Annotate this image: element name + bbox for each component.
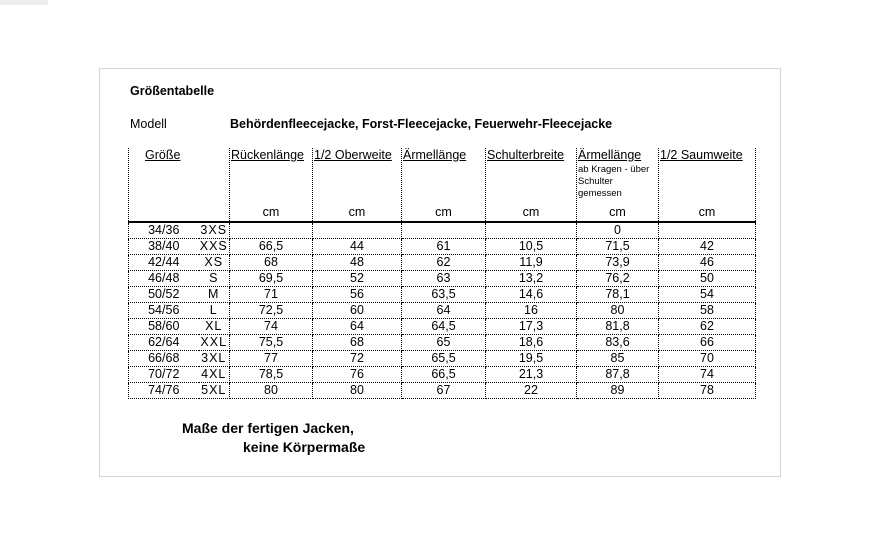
table-header-row: [129, 148, 756, 222]
table-cell: 62: [659, 319, 756, 335]
table-row: [129, 367, 756, 383]
table-cell: 61: [402, 239, 486, 255]
table-cell: 64,5: [402, 319, 486, 335]
table-cell: 5XL: [199, 383, 230, 399]
table-cell: XS: [199, 255, 230, 271]
header-label: Ärmellänge: [403, 148, 467, 162]
table-cell: XXL: [199, 335, 230, 351]
header-label: Schulterbreite: [487, 148, 565, 162]
table-cell: 66,5: [230, 239, 313, 255]
document-title: Größentabelle: [130, 84, 215, 98]
table-cell: 70/72: [129, 367, 199, 383]
table-cell: 65: [402, 335, 486, 351]
table-cell: XL: [199, 319, 230, 335]
table-cell: 60: [313, 303, 402, 319]
table-cell: 62: [402, 255, 486, 271]
table-cell: 13,2: [486, 271, 577, 287]
header-aermellaenge-kragen: [577, 148, 659, 222]
header-unit: cm: [698, 205, 716, 219]
header-unit: cm: [348, 205, 366, 219]
table-cell: 63,5: [402, 287, 486, 303]
table-cell: 71,5: [577, 239, 659, 255]
footnote-line-2: keine Körpermaße: [243, 439, 366, 455]
table-cell: 54/56: [129, 303, 199, 319]
table-row: [129, 383, 756, 399]
table-cell: 38/40: [129, 239, 199, 255]
table-cell: 56: [313, 287, 402, 303]
table-cell: 3XL: [199, 351, 230, 367]
table-cell: XXS: [199, 239, 228, 253]
table-cell: 52: [313, 271, 402, 287]
table-cell: 50: [659, 271, 756, 287]
table-cell: 80: [230, 383, 313, 399]
table-cell: 72: [313, 351, 402, 367]
header-rueckenlaenge: [230, 148, 313, 222]
footnote-line-1: Maße der fertigen Jacken,: [182, 420, 354, 436]
header-aermellaenge: [402, 148, 486, 222]
table-cell: 65,5: [402, 351, 486, 367]
header-label: Rückenlänge: [231, 148, 304, 162]
table-cell: 58/60: [129, 319, 199, 335]
table-cell: 66/68: [129, 351, 199, 367]
table-cell: [486, 222, 577, 239]
modell-label: Modell: [130, 117, 167, 131]
header-label: 1/2 Oberweite: [314, 148, 392, 162]
table-cell: [402, 222, 486, 239]
table-cell: 76,2: [577, 271, 659, 287]
header-sub-label: ab Kragen - über Schulter gemessen: [578, 164, 650, 199]
header-unit: cm: [609, 205, 626, 219]
table-cell: 83,6: [577, 335, 659, 351]
header-label: 1/2 Saumweite: [660, 148, 743, 162]
table-cell: 16: [486, 303, 577, 319]
table-cell: 71: [230, 287, 313, 303]
header-schulterbreite: [486, 148, 577, 222]
header-groesse: [129, 148, 230, 222]
table-cell: L: [199, 303, 230, 319]
table-cell: 46: [659, 255, 756, 271]
table-cell: 48: [313, 255, 402, 271]
table-cell: 42: [659, 239, 756, 255]
table-cell: 68: [313, 335, 402, 351]
table-cell: 21,3: [486, 367, 577, 383]
header-label: Größe: [145, 148, 181, 162]
table-cell: [230, 222, 313, 239]
table-cell: 46/48: [129, 271, 199, 287]
table-cell: 11,9: [486, 255, 577, 271]
header-unit: cm: [262, 205, 280, 219]
table-cell: 63: [402, 271, 486, 287]
table-cell: 69,5: [230, 271, 313, 287]
table-row: [129, 303, 756, 319]
size-table: [128, 148, 756, 399]
table-cell: 10,5: [486, 239, 577, 255]
table-cell: 4XL: [199, 367, 230, 383]
modell-value: Behördenfleecejacke, Forst-Fleecejacke, Feuerwehr-Fleecejacke: [230, 117, 613, 131]
header-saumweite: [659, 148, 756, 222]
table-cell: 78,5: [230, 367, 313, 383]
table-cell: 70: [659, 351, 756, 367]
table-cell: 66,5: [402, 367, 486, 383]
corner-decoration: [0, 0, 48, 5]
table-cell: 34/36: [129, 222, 199, 239]
table-cell: 87,8: [577, 367, 659, 383]
table-cell: 64: [313, 319, 402, 335]
table-cell: 58: [659, 303, 756, 319]
table-cell: 80: [313, 383, 402, 399]
table-row: [129, 335, 756, 351]
table-cell: [659, 222, 756, 239]
table-cell: 78: [659, 383, 756, 399]
table-cell: 0: [577, 222, 659, 239]
table-cell: [313, 222, 402, 239]
table-cell: 44: [313, 239, 402, 255]
header-unit: cm: [522, 205, 540, 219]
table-cell: 76: [313, 367, 402, 383]
header-oberweite: [313, 148, 402, 222]
table-row: [129, 271, 756, 287]
table-row: [129, 287, 756, 303]
table-cell: 68: [230, 255, 313, 271]
table-cell: 85: [577, 351, 659, 367]
table-cell: 80: [577, 303, 659, 319]
table-cell: 50/52: [129, 287, 199, 303]
table-cell: 54: [659, 287, 756, 303]
table-cell: 72,5: [230, 303, 313, 319]
table-row: [129, 319, 756, 335]
table-cell: 66: [659, 335, 756, 351]
table-cell: M: [199, 287, 230, 303]
table-cell: 3XS: [199, 222, 230, 239]
table-cell: S: [199, 271, 230, 287]
table-cell: 89: [577, 383, 659, 399]
table-cell: 19,5: [486, 351, 577, 367]
table-cell: 14,6: [486, 287, 577, 303]
table-cell: 62/64: [129, 335, 199, 351]
table-cell: 18,6: [486, 335, 577, 351]
table-row: [129, 255, 756, 271]
table-cell: 22: [486, 383, 577, 399]
footnote: [182, 419, 365, 457]
table-cell: 81,8: [577, 319, 659, 335]
header-label: Ärmellänge: [578, 148, 642, 162]
table-cell: 74/76: [129, 383, 199, 399]
table-cell: 77: [230, 351, 313, 367]
table-cell: 67: [402, 383, 486, 399]
table-cell: 78,1: [577, 287, 659, 303]
table-cell: 42/44: [129, 255, 199, 271]
table-row: [129, 239, 756, 255]
table-cell: 73,9: [577, 255, 659, 271]
table-row: [129, 222, 756, 239]
table-cell: 74: [230, 319, 313, 335]
table-cell: 74: [659, 367, 756, 383]
header-unit: cm: [435, 205, 452, 219]
table-cell: 17,3: [486, 319, 577, 335]
table-cell: 64: [402, 303, 486, 319]
table-cell: 75,5: [230, 335, 313, 351]
table-row: [129, 351, 756, 367]
